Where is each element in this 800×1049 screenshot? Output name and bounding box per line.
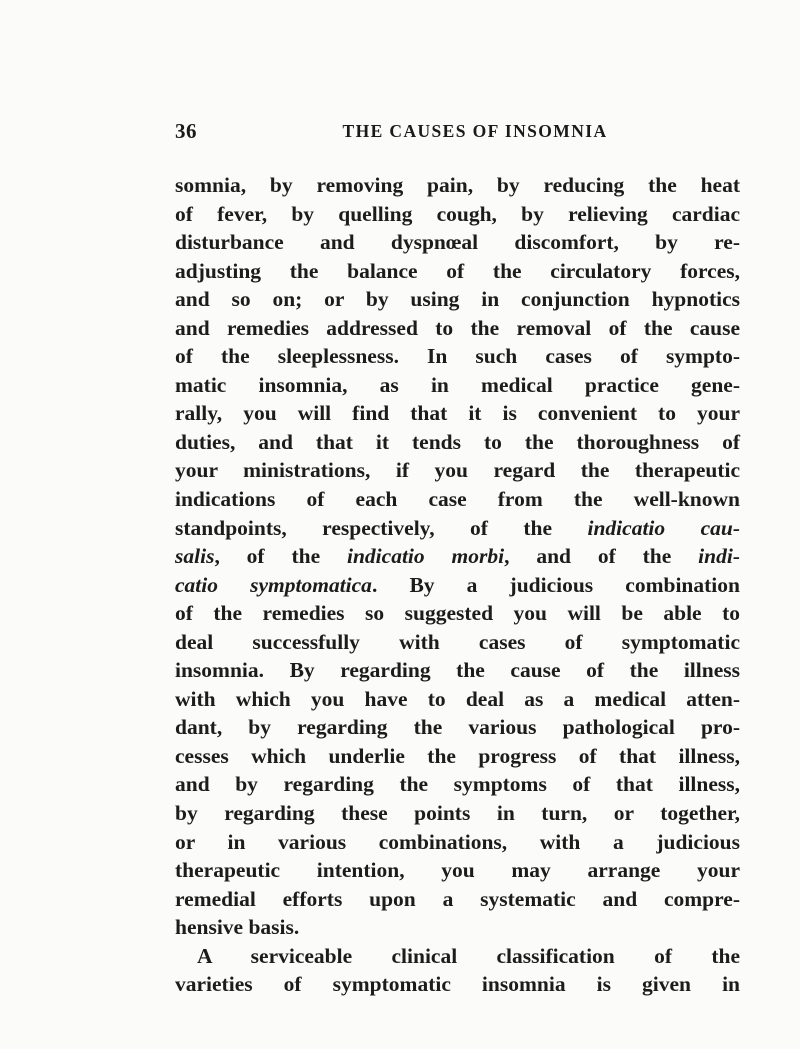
text-line: rally, you will find that it is convenient to your xyxy=(175,401,740,426)
text-line: varieties of symptomatic insomnia is given in xyxy=(175,972,740,997)
text-line: of the sleeplessness. In such cases of sympto- xyxy=(175,344,740,369)
text-line: of fever, by quelling cough, by relieving cardiac xyxy=(175,201,740,226)
text-segment: standpoints, respectively, of the xyxy=(175,515,553,540)
text-line: adjusting the balance of the circulatory forces, xyxy=(175,258,740,283)
text-line: duties, and that it tends to the thoroughness of xyxy=(175,429,740,454)
text-line: and so on; or by using in conjunction hypnotics xyxy=(175,287,740,312)
text-line: with which you have to deal as a medical atten- xyxy=(175,686,740,711)
text-line: remedial efforts upon a systematic and compre- xyxy=(175,886,740,911)
text-segment: , and of the xyxy=(504,544,672,569)
text-line: cesses which underlie the progress of that illness, xyxy=(175,743,740,768)
text-line: matic insomnia, as in medical practice gene- xyxy=(175,372,740,397)
text-line-mixed xyxy=(175,514,740,543)
text-line: therapeutic intention, you may arrange your xyxy=(175,858,740,883)
text-segment: , of the xyxy=(214,544,321,569)
text-line: and remedies addressed to the removal of the cause xyxy=(175,315,740,340)
text-line: or in various combinations, with a judicious xyxy=(175,829,740,854)
text-line: insomnia. By regarding the cause of the illness xyxy=(175,658,740,683)
text-line: disturbance and dyspnœal discomfort, by re- xyxy=(175,230,740,255)
text-line: by regarding these points in turn, or together, xyxy=(175,801,740,826)
text-line: dant, by regarding the various pathological pro- xyxy=(175,715,740,740)
text-line: somnia, by removing pain, by reducing the heat xyxy=(175,173,740,197)
latin-term: indi- xyxy=(698,544,740,569)
latin-term: salis xyxy=(175,544,215,569)
page-number: 36 xyxy=(175,119,197,143)
text-line: indications of each case from the well-known xyxy=(175,487,740,512)
text-line: and by regarding the symptoms of that illness, xyxy=(175,772,740,797)
text-line-mixed xyxy=(175,542,740,571)
text-line: deal successfully with cases of symptomatic xyxy=(175,629,740,654)
text-line-mixed xyxy=(175,571,740,600)
body-text xyxy=(175,171,740,999)
text-line: A serviceable clinical classification of the xyxy=(197,943,740,968)
latin-term: catio symptomatica xyxy=(175,572,372,597)
text-segment: . By a judicious combination xyxy=(371,572,740,597)
text-line: your ministrations, if you regard the therapeutic xyxy=(175,458,740,483)
text-line: hensive basis. xyxy=(175,915,300,940)
running-head: THE CAUSES OF INSOMNIA xyxy=(342,121,608,141)
page-header xyxy=(175,119,735,149)
latin-term: indicatio cau- xyxy=(587,515,740,540)
latin-term: indicatio morbi xyxy=(347,544,505,569)
text-line: of the remedies so suggested you will be able to xyxy=(175,601,740,626)
